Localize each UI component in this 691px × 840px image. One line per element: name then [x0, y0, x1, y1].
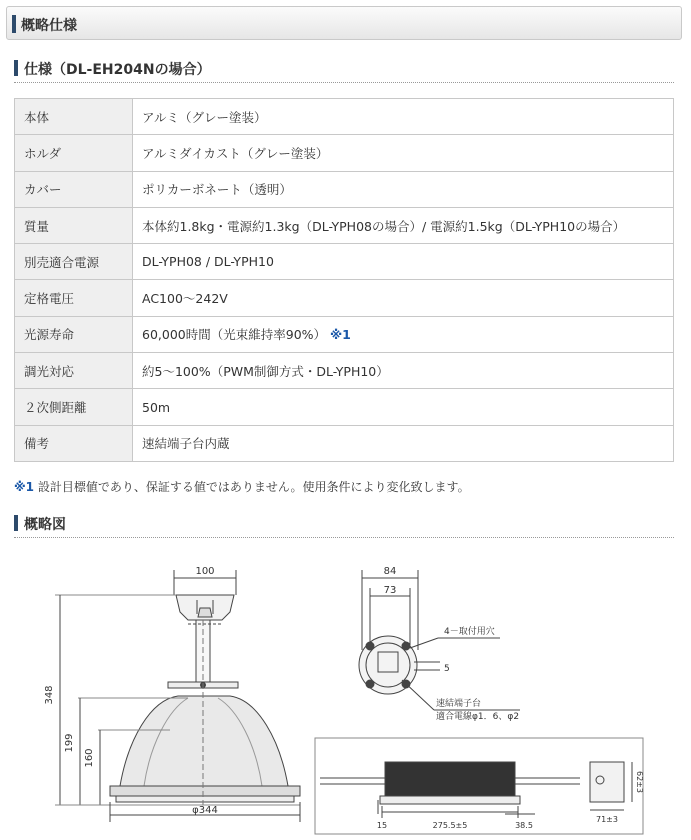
- table-row: [15, 316, 674, 352]
- table-row: [15, 280, 674, 316]
- footnote-mark: ※1: [14, 480, 35, 494]
- spec-value: ポリカーボネート（透明）: [133, 171, 674, 207]
- ps-left-offset: 15: [376, 821, 388, 830]
- table-row: [15, 99, 674, 135]
- ps-side-width: 71±3: [596, 815, 618, 824]
- spec-label: 光源寿命: [15, 316, 133, 352]
- table-row: [15, 353, 674, 389]
- ps-side-height: 62±3: [635, 771, 644, 793]
- mounting-hole-label: 4－取付用穴: [444, 627, 495, 637]
- dim-width-84: 84: [383, 566, 397, 577]
- dim-width-73: 73: [383, 585, 397, 596]
- diagram-section-title: 概略図: [24, 517, 66, 533]
- ps-length: 275.5±5: [432, 821, 468, 830]
- dim-height-348: 348: [44, 685, 55, 705]
- table-row: [15, 207, 674, 243]
- table-row: [15, 171, 674, 207]
- spec-label: 質量: [15, 207, 133, 243]
- footnote-link[interactable]: ※1: [330, 327, 351, 343]
- spec-value-text: 60,000時間（光束維持率90%）: [142, 327, 327, 343]
- hole-dimension: 5: [444, 664, 450, 674]
- spec-label: 調光対応: [15, 353, 133, 389]
- wire-label: 適合電線φ1．6、φ2: [436, 712, 520, 722]
- dim-height-199: 199: [64, 733, 75, 753]
- spec-value: 約5～100%（PWM制御方式・DL-YPH10）: [133, 353, 674, 389]
- spec-value: 50m: [133, 389, 674, 425]
- table-row: [15, 425, 674, 461]
- spec-value: DL-YPH08 / DL-YPH10: [133, 244, 674, 280]
- spec-section-title: 仕様（DL-EH204Nの場合）: [24, 62, 211, 78]
- dim-diameter: φ344: [192, 805, 218, 816]
- spec-label: カバー: [15, 171, 133, 207]
- ps-right-offset: 38.5: [515, 821, 533, 830]
- footnote-text: 設計目標値であり、保証する値ではありません。使用条件により変化致します。: [34, 480, 470, 494]
- dim-top: 100: [195, 566, 215, 577]
- page-header: [6, 6, 682, 40]
- spec-table: [14, 98, 674, 462]
- footnote: [14, 478, 470, 495]
- spec-label: 別売適合電源: [15, 244, 133, 280]
- table-row: [15, 389, 674, 425]
- header-accent-bar: [12, 15, 16, 33]
- spec-label: 本体: [15, 99, 133, 135]
- terminal-label: 速結端子台: [436, 699, 482, 709]
- section-accent-bar: [14, 60, 18, 76]
- spec-value: 速結端子台内蔵: [133, 425, 674, 461]
- spec-value: アルミ（グレー塗装）: [133, 99, 674, 135]
- section-accent-bar: [14, 515, 18, 531]
- page-title: 概略仕様: [21, 18, 77, 34]
- table-row: [15, 135, 674, 171]
- dim-height-160: 160: [84, 748, 95, 768]
- spec-label: ２次側距離: [15, 389, 133, 425]
- table-row: [15, 244, 674, 280]
- section-divider: [14, 82, 674, 83]
- spec-value: [133, 316, 674, 352]
- spec-value: AC100～242V: [133, 280, 674, 316]
- spec-label: ホルダ: [15, 135, 133, 171]
- spec-label: 定格電圧: [15, 280, 133, 316]
- spec-value: アルミダイカスト（グレー塗装）: [133, 135, 674, 171]
- outline-drawing: [0, 550, 691, 840]
- spec-value: 本体約1.8kg・電源約1.3kg（DL-YPH08の場合）/ 電源約1.5kg（DL-YPH10の場合）: [133, 207, 674, 243]
- section-divider: [14, 537, 674, 538]
- spec-label: 備考: [15, 425, 133, 461]
